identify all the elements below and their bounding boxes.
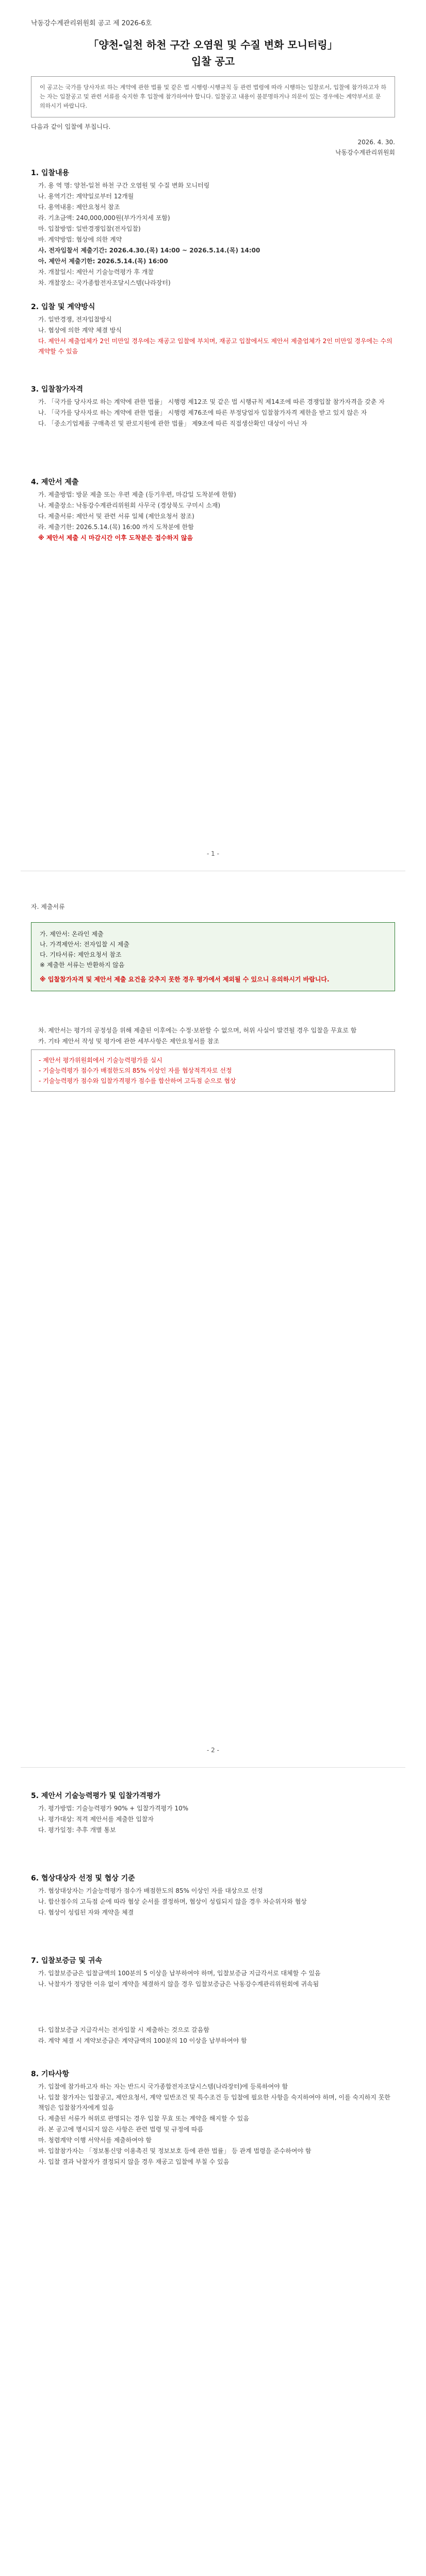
- list-item: 나. 제출장소: 낙동강수계관리위원회 사무국 (경상북도 구미시 소재): [38, 502, 221, 509]
- list-item: 바. 입찰참가자는 「정보통신망 이용촉진 및 정보보호 등에 관한 법률」 등 관계 법령을 준수하여야 함: [38, 2147, 312, 2155]
- p2-intro: 자. 제출서류: [31, 903, 65, 910]
- list-item: 라. 기초금액: 240,000,000원(부가가치세 포함): [38, 214, 170, 222]
- list-item: 다. 협상이 성립된 자와 계약을 체결: [38, 1909, 134, 1916]
- section-7-heading: 7. 입찰보증금 및 귀속: [31, 1957, 102, 1965]
- section-4-heading: 4. 제안서 제출: [31, 478, 79, 486]
- section-5: [31, 1788, 395, 1836]
- section-3: [31, 381, 395, 429]
- list-item: 차. 개찰장소: 국가종합전자조달시스템(나라장터): [38, 279, 171, 286]
- list-item: 나. 낙찰자가 정당한 이유 없이 계약을 체결하지 않을 경우 입찰보증금은 낙동강수계관리위원회에 귀속됨: [38, 1980, 319, 1988]
- box-line: 나. 가격제안서: 전자입찰 시 제출: [40, 941, 129, 948]
- list-item: 나. 합산점수의 고득점 순에 따라 협상 순서를 결정하며, 협상이 성립되지 않을 경우 차순위자와 협상: [38, 1898, 307, 1905]
- list-item: 다. 제출된 서류가 허위로 판명되는 경우 입찰 무효 또는 계약을 해지할 수 있음: [38, 2115, 249, 2122]
- issuer-org: 낙동강수계관리위원회: [335, 149, 395, 156]
- notice-box: 이 공고는 국가를 당사자로 하는 계약에 관한 법률 및 같은 법 시행령·시행규칙 등 관련 법령에 따라 시행하는 입찰로서, 입찰에 참가하고자 하는 자는 입찰공고 및 관련 서류를 숙지한 후 입찰에 참가하여야 합니다. 입찰공고 내용이 불분명하거나 의문이 있는 경우에는 계약부서로 문의하시기 바랍니다.: [31, 76, 395, 117]
- doc-title-line2: 입찰 공고: [191, 55, 235, 67]
- page-1: [0, 0, 426, 871]
- box-line: 가. 제안서: 온라인 제출: [40, 930, 104, 938]
- list-item: 나. 용역기간: 계약일로부터 12개월: [38, 193, 134, 200]
- list-item: 라. 계약 체결 시 계약보증금은 계약금액의 100분의 10 이상을 납부하여야 함: [38, 2037, 247, 2044]
- section-8: [31, 2066, 395, 2167]
- submission-box: [31, 922, 395, 991]
- section-8-heading: 8. 기타사항: [31, 2070, 70, 2078]
- box-line: - 기술능력평가 점수와 입찰가격평가 점수를 합산하여 고득점 순으로 협상: [39, 1077, 236, 1084]
- list-item: 가. 「국가를 당사자로 하는 계약에 관한 법률」 시행령 제12조 및 같은 법 시행규칙 제14조에 따른 경쟁입찰 참가자격을 갖춘 자: [38, 398, 385, 405]
- list-item: 다. 제출서류: 제안서 및 관련 서류 일체 (제안요청서 참조): [38, 513, 194, 520]
- intro-text: 다음과 같이 입찰에 부칩니다.: [31, 123, 111, 130]
- list-item: 다. 「중소기업제품 구매촉진 및 판로지원에 관한 법률」 제9조에 따른 직접생산확인 대상이 아닌 자: [38, 420, 307, 427]
- list-item: 가. 제출방법: 방문 제출 또는 우편 제출 (등기우편, 마감일 도착분에 한함): [38, 491, 236, 498]
- list-item: 다. 평가일정: 추후 개별 통보: [38, 1826, 116, 1834]
- list-item: 사. 전자입찰서 제출기간: 2026.4.30.(목) 14:00 ~ 2026.5.14.(목) 14:00: [38, 247, 260, 254]
- list-item: 사. 입찰 결과 낙찰자가 결정되지 않을 경우 재공고 입찰에 부칠 수 있음: [38, 2158, 230, 2165]
- section-2-heading: 2. 입찰 및 계약방식: [31, 303, 95, 311]
- list-item: 다. 용역내용: 제안요청서 참조: [38, 204, 120, 211]
- section-4: [31, 474, 395, 544]
- list-item: 가. 일반경쟁, 전자입찰방식: [38, 316, 112, 323]
- list-item: 카. 기타 제안서 작성 및 평가에 관한 세부사항은 제안요청서를 참조: [38, 1038, 220, 1045]
- list-item: 라. 본 공고에 명시되지 않은 사항은 관련 법령 및 규정에 따름: [38, 2126, 204, 2133]
- list-item: 차. 제안서는 평가의 공정성을 위해 제출된 이후에는 수정·보완할 수 없으며, 허위 사실이 발견될 경우 입찰을 무효로 함: [38, 1027, 357, 1034]
- page-3: [0, 1767, 426, 2576]
- list-item: 가. 평가방법: 기술능력평가 90% + 입찰가격평가 10%: [38, 1805, 189, 1812]
- list-item: 마. 청렴계약 이행 서약서를 제출하여야 함: [38, 2137, 152, 2144]
- issue-date: 2026. 4. 30.: [357, 139, 395, 146]
- box-line: - 기술능력평가 점수가 배점한도의 85% 이상인 자를 협상적격자로 선정: [39, 1067, 232, 1074]
- warning-note: ※ 제안서 제출 시 마감시간 이후 도착분은 접수하지 않음: [38, 534, 193, 541]
- list-item: 아. 제안서 제출기한: 2026.5.14.(목) 16:00: [38, 258, 168, 265]
- evaluation-box: [31, 1049, 395, 1092]
- box-line: ※ 제출한 서류는 반환하지 않음: [40, 961, 125, 969]
- list-item: 나. 「국가를 당사자로 하는 계약에 관한 법률」 시행령 제76조에 따른 부정당업자 입찰참가자격 제한을 받고 있지 않은 자: [38, 409, 367, 416]
- list-item: 나. 평가대상: 적격 제안서를 제출한 입찰자: [38, 1816, 154, 1823]
- list-item: 마. 입찰방법: 일반경쟁입찰(전자입찰): [38, 225, 141, 232]
- page-number: - 1 -: [207, 850, 219, 857]
- p2-body: [31, 1025, 395, 1095]
- box-line: - 제안서 평가위원회에서 기술능력평가를 실시: [39, 1057, 162, 1064]
- list-item-warning: 다. 제안서 제출업체가 2인 미만일 경우에는 재공고 입찰에 부치며, 재공고 입찰에서도 제안서 제출업체가 2인 미만일 경우에는 수의계약할 수 있음: [38, 337, 392, 355]
- page-divider: [21, 1767, 405, 1768]
- section-7: [31, 1953, 395, 1990]
- list-item: 가. 입찰에 참가하고자 하는 자는 반드시 국가종합전자조달시스템(나라장터)에 등록하여야 함: [38, 2083, 288, 2090]
- section-5-heading: 5. 제안서 기술능력평가 및 입찰가격평가: [31, 1792, 160, 1800]
- list-item: 다. 입찰보증금 지급각서는 전자입찰 시 제출하는 것으로 갈음함: [38, 2026, 209, 2033]
- doc-title-line1: 「양천-일천 하천 구간 오염원 및 수질 변화 모니터링」: [88, 39, 338, 51]
- section-1: [31, 165, 395, 289]
- list-item: 가. 입찰보증금은 입찰금액의 100분의 5 이상을 납부하여야 하며, 입찰보증금 지급각서로 대체할 수 있음: [38, 1970, 321, 1977]
- section-3-heading: 3. 입찰참가자격: [31, 385, 84, 394]
- list-item: 나. 협상에 의한 계약 체결 방식: [38, 327, 122, 334]
- p3-body: [31, 2025, 395, 2046]
- box-warning: ※ 입찰참가자격 및 제안서 제출 요건을 갖추지 못한 경우 평가에서 제외될 수 있으니 유의하시기 바랍니다.: [40, 976, 330, 983]
- section-6-heading: 6. 협상대상자 선정 및 협상 기준: [31, 1874, 135, 1883]
- list-item: 라. 제출기한: 2026.5.14.(목) 16:00 까지 도착분에 한함: [38, 523, 194, 531]
- section-2: [31, 299, 395, 357]
- list-item: 가. 용 역 명: 양천-일천 하천 구간 오염원 및 수질 변화 모니터링: [38, 182, 210, 189]
- list-item: 바. 계약방법: 협상에 의한 계약: [38, 236, 122, 243]
- page-number: - 2 -: [207, 1747, 219, 1754]
- doc-number: 낙동강수계관리위원회 공고 제 2026-6호: [31, 20, 152, 27]
- box-line: 다. 기타서류: 제안요청서 참조: [40, 951, 122, 958]
- list-item: 자. 개찰일시: 제안서 기술능력평가 후 개찰: [38, 268, 154, 276]
- section-1-heading: 1. 입찰내용: [31, 169, 70, 177]
- page-2: [0, 871, 426, 1767]
- list-item: 나. 입찰 참가자는 입찰공고, 제안요청서, 계약 일반조건 및 특수조건 등 입찰에 필요한 사항을 숙지하여야 하며, 이를 숙지하지 못한 책임은 입찰참가자에게 있음: [38, 2094, 390, 2111]
- list-item: 가. 협상대상자는 기술능력평가 점수가 배점한도의 85% 이상인 자를 대상으로 선정: [38, 1887, 263, 1894]
- section-6: [31, 1870, 395, 1918]
